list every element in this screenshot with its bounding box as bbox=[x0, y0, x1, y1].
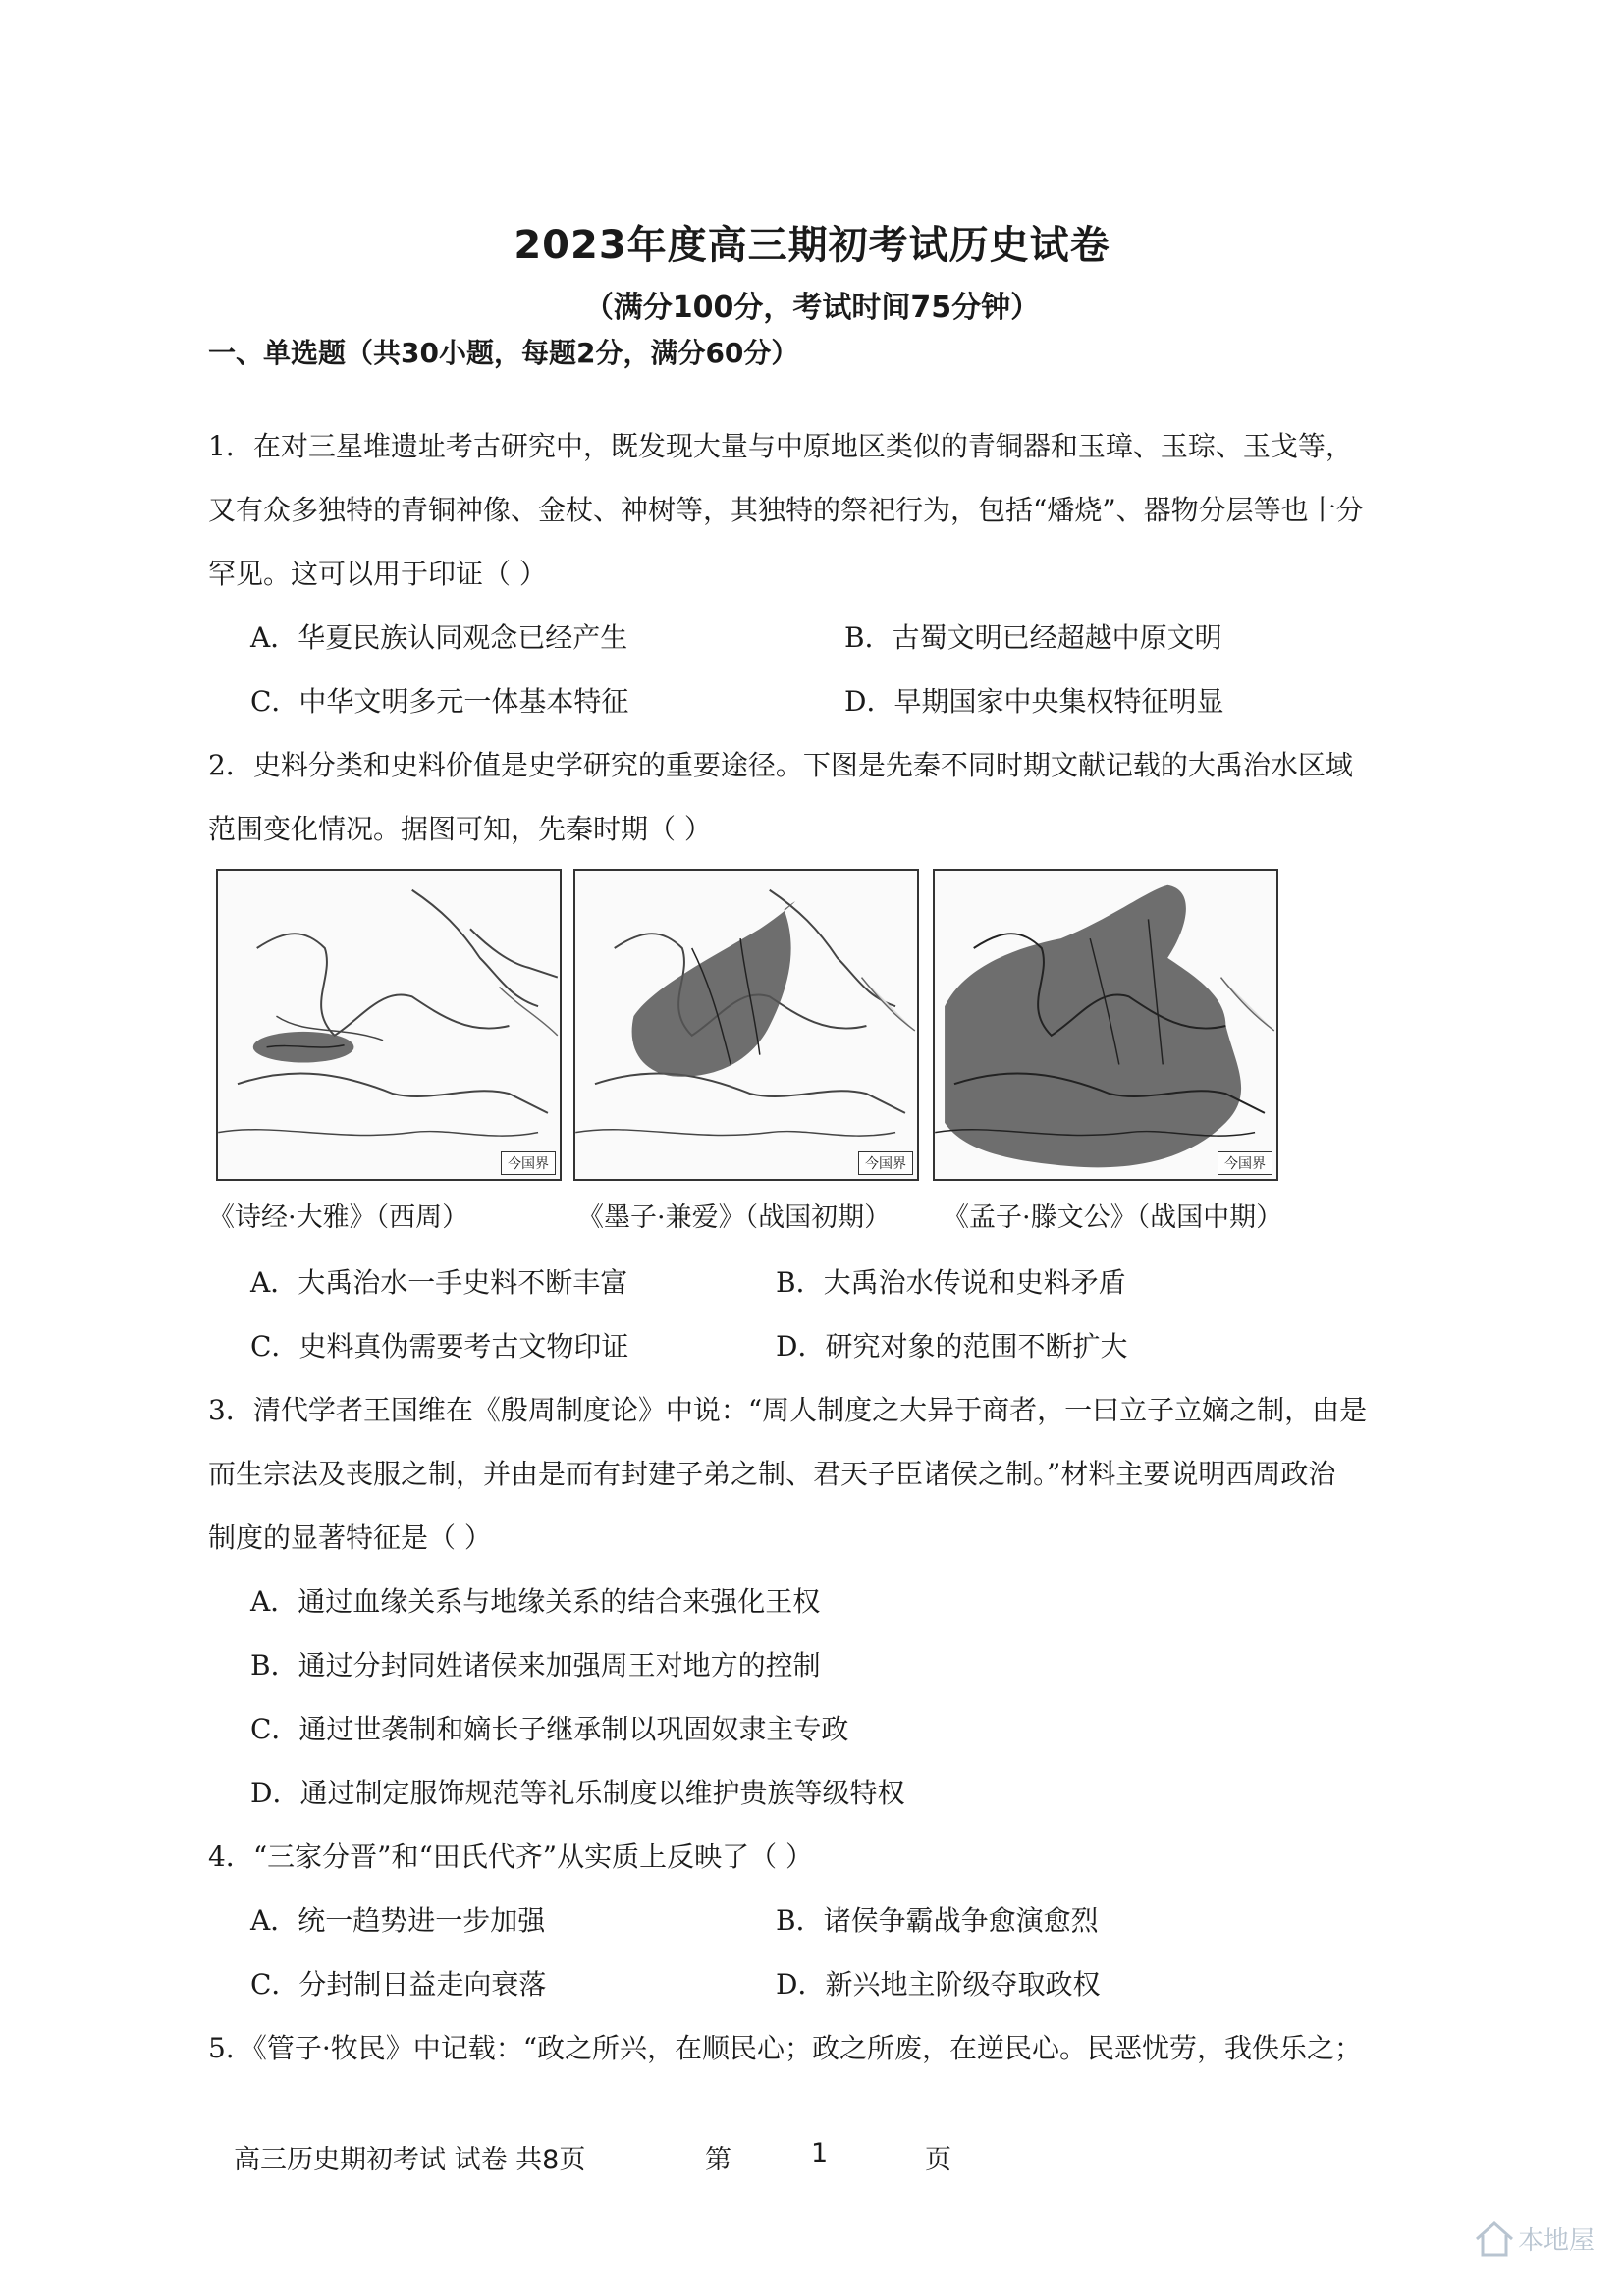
map-caption-1: 《诗经·大雅》（西周） bbox=[208, 1202, 469, 1233]
map-western-zhou-drawing bbox=[218, 871, 560, 1179]
q3-line: 3．清代学者王国维在《殷周制度论》中说：“周人制度之大异于商者，一曰立子立嫡之制，由是 bbox=[208, 1394, 1368, 1426]
page-subtitle: （满分100分，考试时间75分钟） bbox=[583, 291, 1041, 325]
q3-option-a: A．通过血缘关系与地缘关系的结合来强化王权 bbox=[250, 1585, 821, 1618]
house-icon bbox=[1473, 2219, 1516, 2259]
page-title: 2023年度高三期初考试历史试卷 bbox=[514, 223, 1110, 268]
q3-option-b: B．通过分封同姓诸侯来加强周王对地方的控制 bbox=[250, 1649, 821, 1682]
footer-page-number: 1 bbox=[811, 2138, 829, 2168]
footer-page-label: 第 bbox=[705, 2145, 731, 2175]
q1-option-d: D．早期国家中央集权特征明显 bbox=[844, 685, 1224, 718]
q2-option-a: A．大禹治水一手史料不断丰富 bbox=[250, 1266, 628, 1299]
map-legend: 今国界 bbox=[858, 1151, 913, 1175]
q1-line: 1．在对三星堆遗址考古研究中，既发现大量与中原地区类似的青铜器和玉璋、玉琮、玉戈等， bbox=[208, 430, 1353, 462]
q4-line: 4．“三家分晋”和“田氏代齐”从实质上反映了（ ） bbox=[208, 1841, 813, 1873]
footer-info: 高三历史期初考试 试卷 共8页 bbox=[234, 2145, 586, 2175]
watermark: 本地屋 bbox=[1517, 2226, 1595, 2256]
map-western-zhou bbox=[216, 869, 562, 1181]
q1-line: 罕见。这可以用于印证（ ） bbox=[208, 558, 547, 590]
q3-option-c: C．通过世袭制和嫡长子继承制以巩固奴隶主专政 bbox=[250, 1713, 849, 1745]
footer-page-unit: 页 bbox=[925, 2145, 951, 2175]
map-legend: 今国界 bbox=[501, 1151, 556, 1175]
q4-option-a: A．统一趋势进一步加强 bbox=[250, 1904, 546, 1937]
q4-option-b: B．诸侯争霸战争愈演愈烈 bbox=[776, 1904, 1099, 1937]
q1-line: 又有众多独特的青铜神像、金杖、神树等，其独特的祭祀行为，包括“燔烧”、器物分层等也十分 bbox=[208, 494, 1364, 526]
q1-option-c: C．中华文明多元一体基本特征 bbox=[250, 685, 629, 718]
map-mid-warring-states-drawing bbox=[935, 871, 1276, 1179]
q4-option-d: D．新兴地主阶级夺取政权 bbox=[776, 1968, 1101, 2001]
section-heading: 一、单选题（共30小题，每题2分，满分60分） bbox=[208, 337, 799, 369]
map-mid-warring-states bbox=[933, 869, 1278, 1181]
q3-line: 制度的显著特征是（ ） bbox=[208, 1522, 492, 1554]
q1-option-a: A．华夏民族认同观念已经产生 bbox=[250, 621, 628, 654]
map-caption-2: 《墨子·兼爱》（战国初期） bbox=[577, 1202, 892, 1233]
q2-option-d: D．研究对象的范围不断扩大 bbox=[776, 1330, 1128, 1362]
q3-option-d: D．通过制定服饰规范等礼乐制度以维护贵族等级特权 bbox=[250, 1777, 905, 1809]
q4-option-c: C．分封制日益走向衰落 bbox=[250, 1968, 547, 2001]
map-legend: 今国界 bbox=[1218, 1151, 1272, 1175]
map-caption-3: 《孟子·滕文公》（战国中期） bbox=[943, 1202, 1283, 1233]
q3-line: 而生宗法及丧服之制，并由是而有封建子弟之制、君天子臣诸侯之制。”材料主要说明西周政治 bbox=[208, 1458, 1336, 1490]
q2-option-c: C．史料真伪需要考古文物印证 bbox=[250, 1330, 629, 1362]
q1-option-b: B．古蜀文明已经超越中原文明 bbox=[844, 621, 1222, 654]
q2-option-b: B．大禹治水传说和史料矛盾 bbox=[776, 1266, 1126, 1299]
q2-line: 范围变化情况。据图可知，先秦时期（ ） bbox=[208, 813, 712, 845]
q5-line: 5．《管子·牧民》中记载：“政之所兴，在顺民心；政之所废，在逆民心。民恶忧劳，我佚乐之； bbox=[208, 2032, 1363, 2064]
q2-line: 2．史料分类和史料价值是史学研究的重要途径。下图是先秦不同时期文献记载的大禹治水区域 bbox=[208, 749, 1353, 781]
map-early-warring-states-drawing bbox=[575, 871, 917, 1179]
map-early-warring-states bbox=[573, 869, 919, 1181]
